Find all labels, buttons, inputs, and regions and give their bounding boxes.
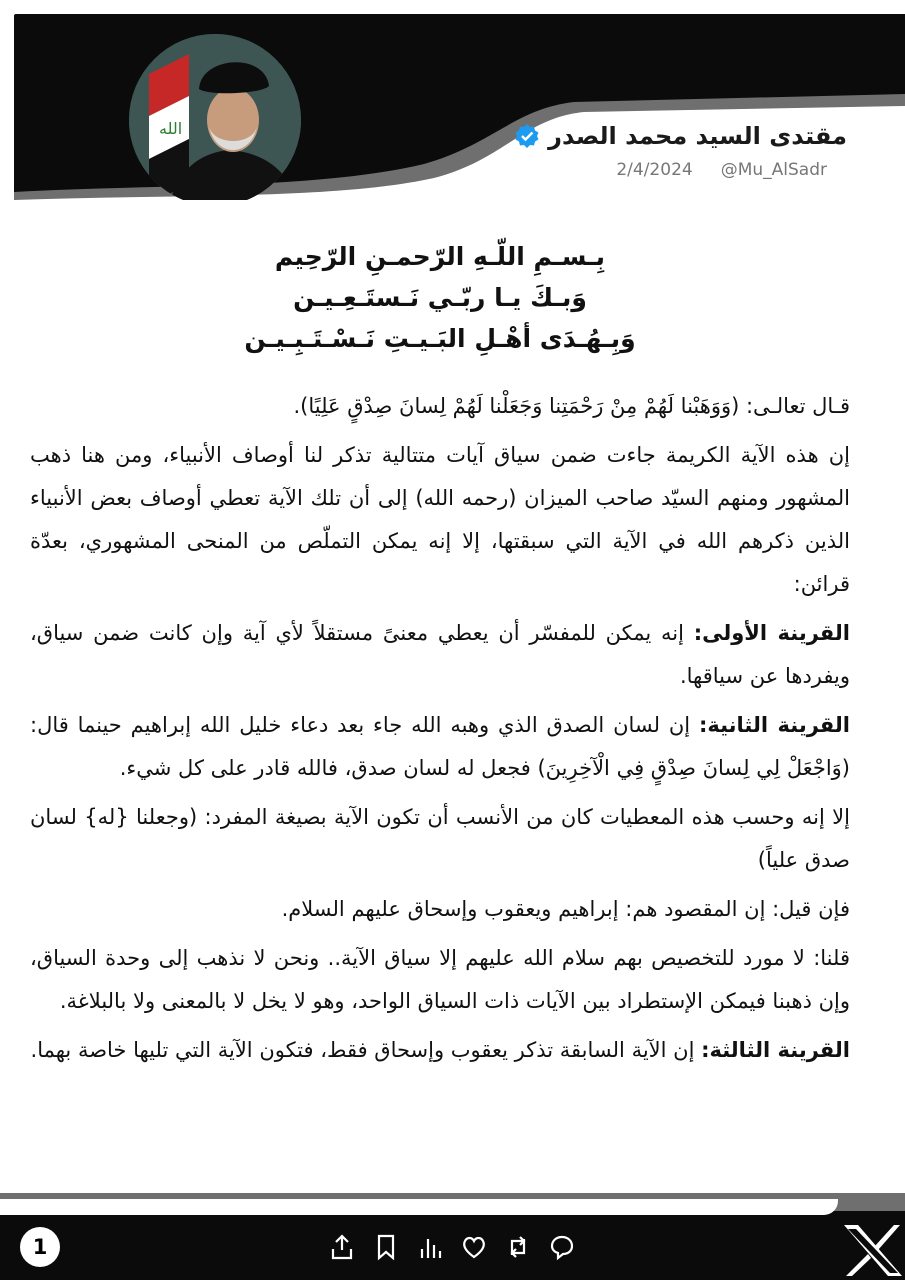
first-evidence-label: القرينة الأولى: [693, 621, 850, 645]
action-bar [330, 1233, 574, 1261]
post-meta [616, 160, 827, 180]
footer-stripe-white [0, 1199, 838, 1215]
user-handle[interactable]: @Mu_AlSadr [720, 160, 827, 180]
like-icon[interactable] [462, 1233, 486, 1261]
avatar-portrait [129, 34, 301, 200]
user-name-row [514, 122, 847, 150]
post-footer-bar [0, 1193, 905, 1280]
third-evidence-text: إن الآية السابقة تذكر يعقوب وإسحاق فقط، فتكون الآية التي تليها خاصة بهما. [30, 1038, 702, 1062]
first-evidence-text: إنه يمكن للمفسّر أن يعطي معنىً مستقلاً لأي آية وإن كانت ضمن سياق، ويفردها عن سياقها. [30, 621, 850, 688]
basmala-line: وَبِـهُـدَى أهْـلِ البَـيـتِ نَـسْـتَـبِـيـن [244, 324, 636, 353]
basmala-line: بِـسـمِ اللّـهِ الرّحمـنِ الرّحِيم [274, 242, 606, 271]
display-name[interactable]: مقتدى السيد محمد الصدر [548, 122, 847, 150]
paragraph-second-evidence [30, 704, 850, 790]
x-logo-icon [842, 1223, 904, 1278]
second-evidence-text: إن لسان الصدق الذي وهبه الله جاء بعد دعاء خليل الله إبراهيم حينما قال: (وَاجْعَلْ لِي لِسانَ صِدْقٍ فِي الْآخِرِينَ) فجعل له لسان صدق، فالله قادر على كل شيء. [30, 713, 850, 780]
page-number-badge: 1 [20, 1227, 60, 1267]
post-date: 2/4/2024 [616, 160, 693, 180]
paragraph-objection: فإن قيل: إن المقصود هم: إبراهيم ويعقوب وإسحاق عليهم السلام. [281, 897, 850, 921]
paragraph-first-evidence [30, 612, 850, 698]
paragraph-third-evidence [30, 1029, 850, 1072]
reply-icon[interactable] [550, 1233, 574, 1261]
third-evidence-label: القرينة الثالثة: [701, 1038, 850, 1062]
avatar[interactable] [129, 34, 301, 200]
views-icon[interactable] [418, 1233, 442, 1261]
bookmark-icon[interactable] [374, 1233, 398, 1261]
basmala-block [30, 236, 850, 359]
second-evidence-label: القرينة الثانية: [698, 713, 850, 737]
repost-icon[interactable] [506, 1233, 530, 1261]
paragraph-reply: قلنا: لا مورد للتخصيص بهم سلام الله عليهم إلا سياق الآية.. ونحن لا نذهب إلى وحدة السياق، وإن ذهبنا فيمكن الإستطراد بين الآيات ذات السياق الواحد، وهو لا يخل لا بالمعنى ولا بالبلاغة. [30, 946, 850, 1013]
svg-text:الله: الله [159, 119, 183, 138]
paragraph-intro: إن هذه الآية الكريمة جاءت ضمن سياق آيات متتالية تذكر لنا أوصاف الأنبياء، ومن هنا ذهب المشهور ومنهم السيّد صاحب الميزان (رحمه الله) إلى أن تلك الآية تعطي أوصاف بعض الأنبياء الذين ذكرهم الله في الآية التي سبقتها، إلا إنه يمكن التملّص من المنحى المشهوري، بعدّة قرائن: [30, 443, 850, 596]
share-icon[interactable] [330, 1233, 354, 1261]
post-body [30, 236, 850, 1078]
paragraph-verse: قـال تعالـى: (وَوَهَبْنا لَهُمْ مِنْ رَحْمَتِنا وَجَعَلْنا لَهُمْ لِسانَ صِدْقٍ عَلِيًا). [293, 394, 850, 418]
paragraph-singular-form: إلا إنه وحسب هذه المعطيات كان من الأنسب أن تكون الآية بصيغة المفرد: (وجعلنا {له} لسان صدق علياً) [30, 805, 850, 872]
basmala-line: وَبـكَ يـا ربّـي نَـستَـعِـيـن [293, 283, 587, 312]
verified-badge-icon [514, 123, 540, 149]
